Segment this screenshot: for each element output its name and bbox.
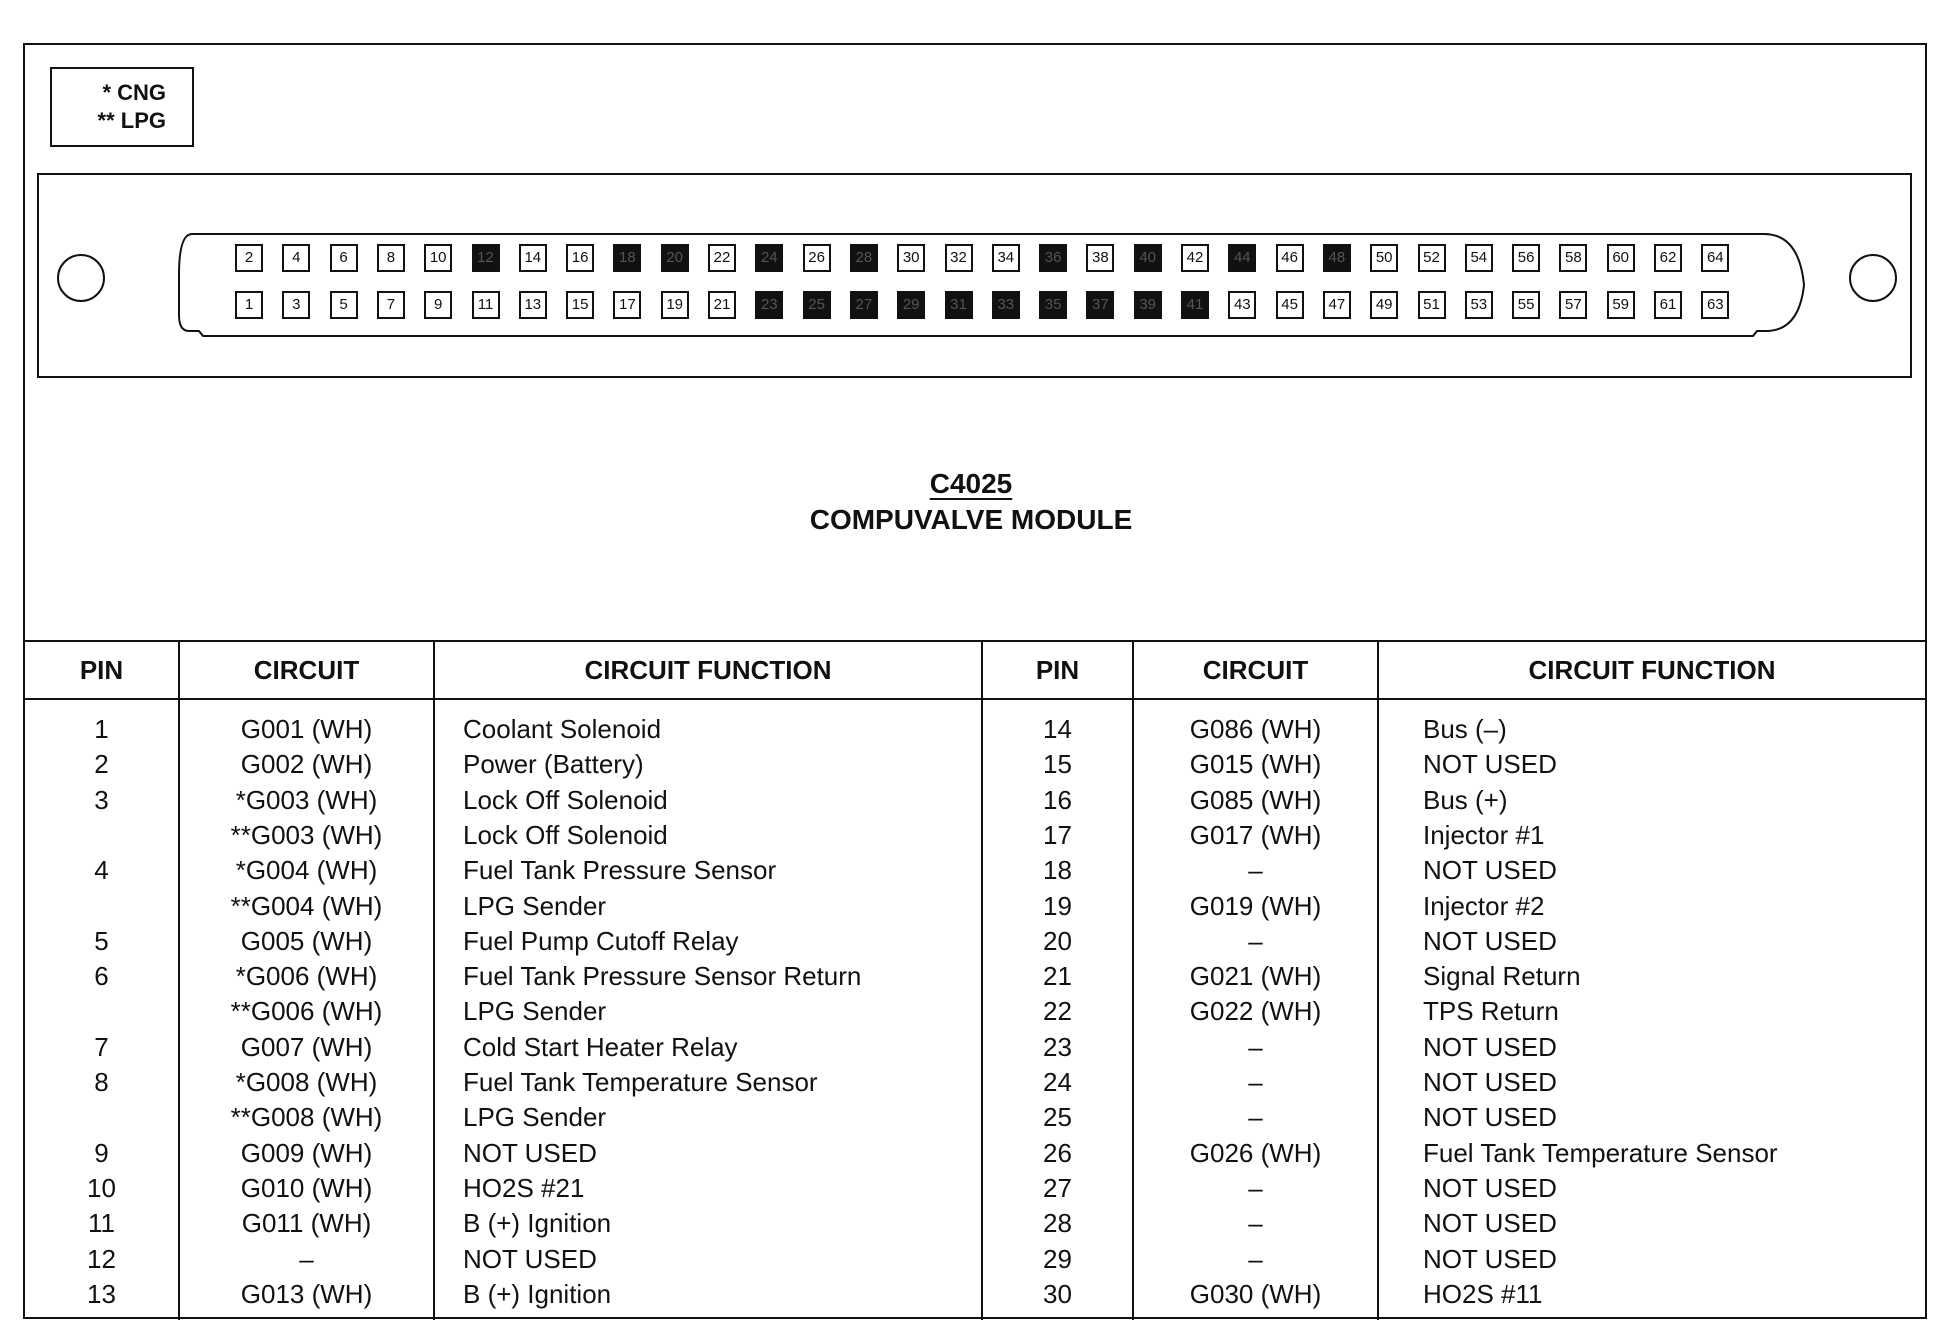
connector-pin: 3 [282,291,310,319]
connector-pin: 58 [1559,244,1587,272]
circuit-code: *G006 (WH) [235,961,378,992]
pin-number: 16 [1043,784,1072,815]
pin-number: 2 [94,749,109,780]
circuit-function: Lock Off Solenoid [463,784,668,815]
circuit-code: G015 (WH) [1189,749,1322,780]
circuit-function: Signal Return [1423,961,1581,992]
circuit-code: – [1248,1031,1263,1062]
circuit-code: – [299,1243,314,1274]
connector-pin: 55 [1512,291,1540,319]
circuit-function: Fuel Tank Temperature Sensor [463,1067,818,1097]
pin-number: 26 [1043,1137,1072,1168]
circuit-code: G026 (WH) [1189,1137,1322,1168]
pin-number: 17 [1043,819,1072,850]
connector-pin: 36 [1039,244,1067,272]
connector-name: COMPUVALVE MODULE [809,504,1133,535]
header-pin-left: PIN [79,655,124,685]
circuit-function: HO2S #11 [1423,1278,1543,1309]
connector-pin: 4 [282,244,310,272]
circuit-function: Fuel Pump Cutoff Relay [463,925,739,956]
circuit-code: – [1248,1067,1263,1097]
circuit-code: – [1248,925,1263,956]
connector-pin: 39 [1134,291,1162,319]
connector-pin: 18 [613,244,641,272]
connector-pin: 52 [1418,244,1446,272]
circuit-code: G011 (WH) [241,1208,372,1239]
connector-pin: 27 [850,291,878,319]
pin-number: 12 [87,1243,116,1274]
connector-pin: 17 [613,291,641,319]
pin-number: 30 [1043,1278,1072,1309]
circuit-function: Fuel Tank Pressure Sensor [463,855,777,886]
circuit-function: NOT USED [463,1137,597,1168]
connector-pin: 22 [708,244,736,272]
connector-pin: 26 [803,244,831,272]
connector-pin: 64 [1701,244,1729,272]
connector-pin: 24 [755,244,783,272]
connector-pin: 40 [1134,244,1162,272]
circuit-code: G021 (WH) [1189,961,1322,992]
header-rule [25,698,1925,700]
connector-pin: 47 [1323,291,1351,319]
circuit-code: – [1248,1102,1263,1133]
legend-lpg: ** LPG [97,108,166,133]
circuit-code: **G008 (WH) [230,1102,383,1133]
circuit-function: Fuel Tank Pressure Sensor Return [463,961,862,992]
connector-pin: 56 [1512,244,1540,272]
circuit-code: G030 (WH) [1189,1278,1322,1309]
circuit-code: **G003 (WH) [230,819,383,850]
connector-pin: 60 [1607,244,1635,272]
circuit-function: B (+) Ignition [463,1208,612,1239]
circuit-function: TPS Return [1423,996,1559,1027]
connector-pin: 48 [1323,244,1351,272]
connector-pin: 50 [1370,244,1398,272]
pin-number: 9 [94,1137,109,1168]
pin-number: 15 [1043,749,1072,780]
pin-number: 29 [1043,1243,1072,1274]
circuit-code: G005 (WH) [240,925,373,956]
circuit-code: G001 (WH) [240,714,373,744]
pin-number: 19 [1043,890,1072,921]
pin-number: 27 [1043,1172,1072,1203]
circuit-code: – [1248,1208,1263,1239]
pin-number: 5 [94,925,109,956]
connector-body-outline [39,175,1914,380]
circuit-function: NOT USED [1423,1172,1557,1203]
connector-pin: 51 [1418,291,1446,319]
connector-pin: 45 [1276,291,1304,319]
connector-pin: 53 [1465,291,1493,319]
legend-box [50,67,194,147]
connector-pin: 25 [803,291,831,319]
header-function-left: CIRCUIT FUNCTION [584,655,832,685]
connector-pin: 29 [897,291,925,319]
connector-id: C4025 [929,468,1013,499]
circuit-function: Lock Off Solenoid [463,819,668,850]
connector-pin: 59 [1607,291,1635,319]
circuit-function: LPG Sender [463,996,607,1027]
connector-pin: 57 [1559,291,1587,319]
legend-cng: * CNG [102,80,166,105]
circuit-function: NOT USED [1423,1067,1557,1097]
connector-pin: 6 [330,244,358,272]
pin-number: 13 [87,1278,116,1309]
header-pin-right: PIN [1035,655,1080,685]
circuit-function: Bus (+) [1423,784,1508,815]
connector-pin: 37 [1086,291,1114,319]
connector-pin: 16 [566,244,594,272]
circuit-code: **G006 (WH) [230,996,383,1027]
pin-number: 4 [94,855,109,886]
connector-pin: 54 [1465,244,1493,272]
circuit-code: G017 (WH) [1189,819,1322,850]
circuit-function: NOT USED [1423,1243,1557,1274]
connector-pin: 35 [1039,291,1067,319]
circuit-function: Cold Start Heater Relay [463,1031,738,1062]
connector-pin: 33 [992,291,1020,319]
header-circuit-left: CIRCUIT [253,655,360,685]
circuit-code: G007 (WH) [240,1031,373,1062]
circuit-function: LPG Sender [463,1102,607,1133]
circuit-function: Injector #2 [1423,890,1545,921]
connector-pin: 19 [661,291,689,319]
circuit-code: G085 (WH) [1189,784,1322,815]
connector-pin: 23 [755,291,783,319]
left-mounting-hole [57,254,105,302]
connector-pin: 38 [1086,244,1114,272]
circuit-function: NOT USED [1423,855,1557,886]
pin-number: 8 [94,1067,109,1097]
connector-pin: 61 [1654,291,1682,319]
circuit-function: NOT USED [463,1243,597,1274]
connector-pin: 30 [897,244,925,272]
circuit-function: NOT USED [1423,1031,1557,1062]
connector-pin: 32 [945,244,973,272]
circuit-code: *G008 (WH) [235,1067,378,1097]
circuit-code: G086 (WH) [1189,714,1322,744]
circuit-code: – [1248,1172,1263,1203]
connector-pin: 2 [235,244,263,272]
circuit-code: G002 (WH) [240,749,373,780]
pin-number: 7 [94,1031,109,1062]
circuit-code: G013 (WH) [240,1278,373,1309]
connector-pin: 34 [992,244,1020,272]
column-divider [1377,642,1379,1320]
pin-number: 10 [87,1172,116,1203]
circuit-code: – [1248,855,1263,886]
connector-pin: 11 [472,291,500,319]
circuit-function: NOT USED [1423,925,1557,956]
connector-pin: 14 [519,244,547,272]
pin-number: 14 [1043,714,1072,744]
connector-pin: 49 [1370,291,1398,319]
pin-number: 28 [1043,1208,1072,1239]
circuit-function: NOT USED [1423,1102,1557,1133]
connector-pin: 41 [1181,291,1209,319]
circuit-function: Power (Battery) [463,749,644,780]
connector-pin: 20 [661,244,689,272]
pin-number: 23 [1043,1031,1072,1062]
circuit-code: **G004 (WH) [230,890,383,921]
connector-pin: 63 [1701,291,1729,319]
circuit-function: Bus (–) [1423,714,1507,744]
connector-pin: 13 [519,291,547,319]
circuit-function: HO2S #21 [463,1172,585,1203]
connector-pin: 8 [377,244,405,272]
circuit-function: LPG Sender [463,890,607,921]
column-divider [433,642,435,1320]
circuit-code: – [1248,1243,1263,1274]
connector-pin: 31 [945,291,973,319]
header-circuit-right: CIRCUIT [1202,655,1309,685]
connector-pin: 43 [1228,291,1256,319]
pin-number: 3 [94,784,109,815]
circuit-code: *G003 (WH) [235,784,378,815]
pin-number: 25 [1043,1102,1072,1133]
connector-pin: 7 [377,291,405,319]
circuit-code: G019 (WH) [1189,890,1322,921]
pin-table [25,640,1925,1320]
circuit-code: G010 (WH) [240,1172,373,1203]
circuit-function: Injector #1 [1423,819,1545,850]
circuit-function: B (+) Ignition [463,1278,612,1309]
circuit-function: Coolant Solenoid [463,714,662,744]
circuit-code: *G004 (WH) [235,855,378,886]
pin-number: 20 [1043,925,1072,956]
pin-number: 11 [88,1208,115,1239]
pin-number: 24 [1043,1067,1072,1097]
circuit-function: Fuel Tank Temperature Sensor [1423,1137,1778,1168]
pin-number: 21 [1043,961,1072,992]
connector-pin: 12 [472,244,500,272]
connector-pin: 62 [1654,244,1682,272]
connector-pin: 15 [566,291,594,319]
connector-pin: 28 [850,244,878,272]
header-function-right: CIRCUIT FUNCTION [1528,655,1776,685]
right-mounting-hole [1849,254,1897,302]
connector-pin: 10 [424,244,452,272]
circuit-function: NOT USED [1423,1208,1557,1239]
pin-number: 6 [94,961,109,992]
pin-number: 22 [1043,996,1072,1027]
connector-pin: 5 [330,291,358,319]
circuit-code: G009 (WH) [240,1137,373,1168]
connector-pin: 44 [1228,244,1256,272]
pin-number: 1 [94,714,109,744]
connector-pin: 21 [708,291,736,319]
pin-number: 18 [1043,855,1072,886]
connector-pin: 46 [1276,244,1304,272]
connector-pin: 9 [424,291,452,319]
connector-title [0,466,1942,538]
connector-pin: 1 [235,291,263,319]
connector-pin: 42 [1181,244,1209,272]
circuit-function: NOT USED [1423,749,1557,780]
connector-panel [37,173,1912,378]
circuit-code: G022 (WH) [1189,996,1322,1027]
